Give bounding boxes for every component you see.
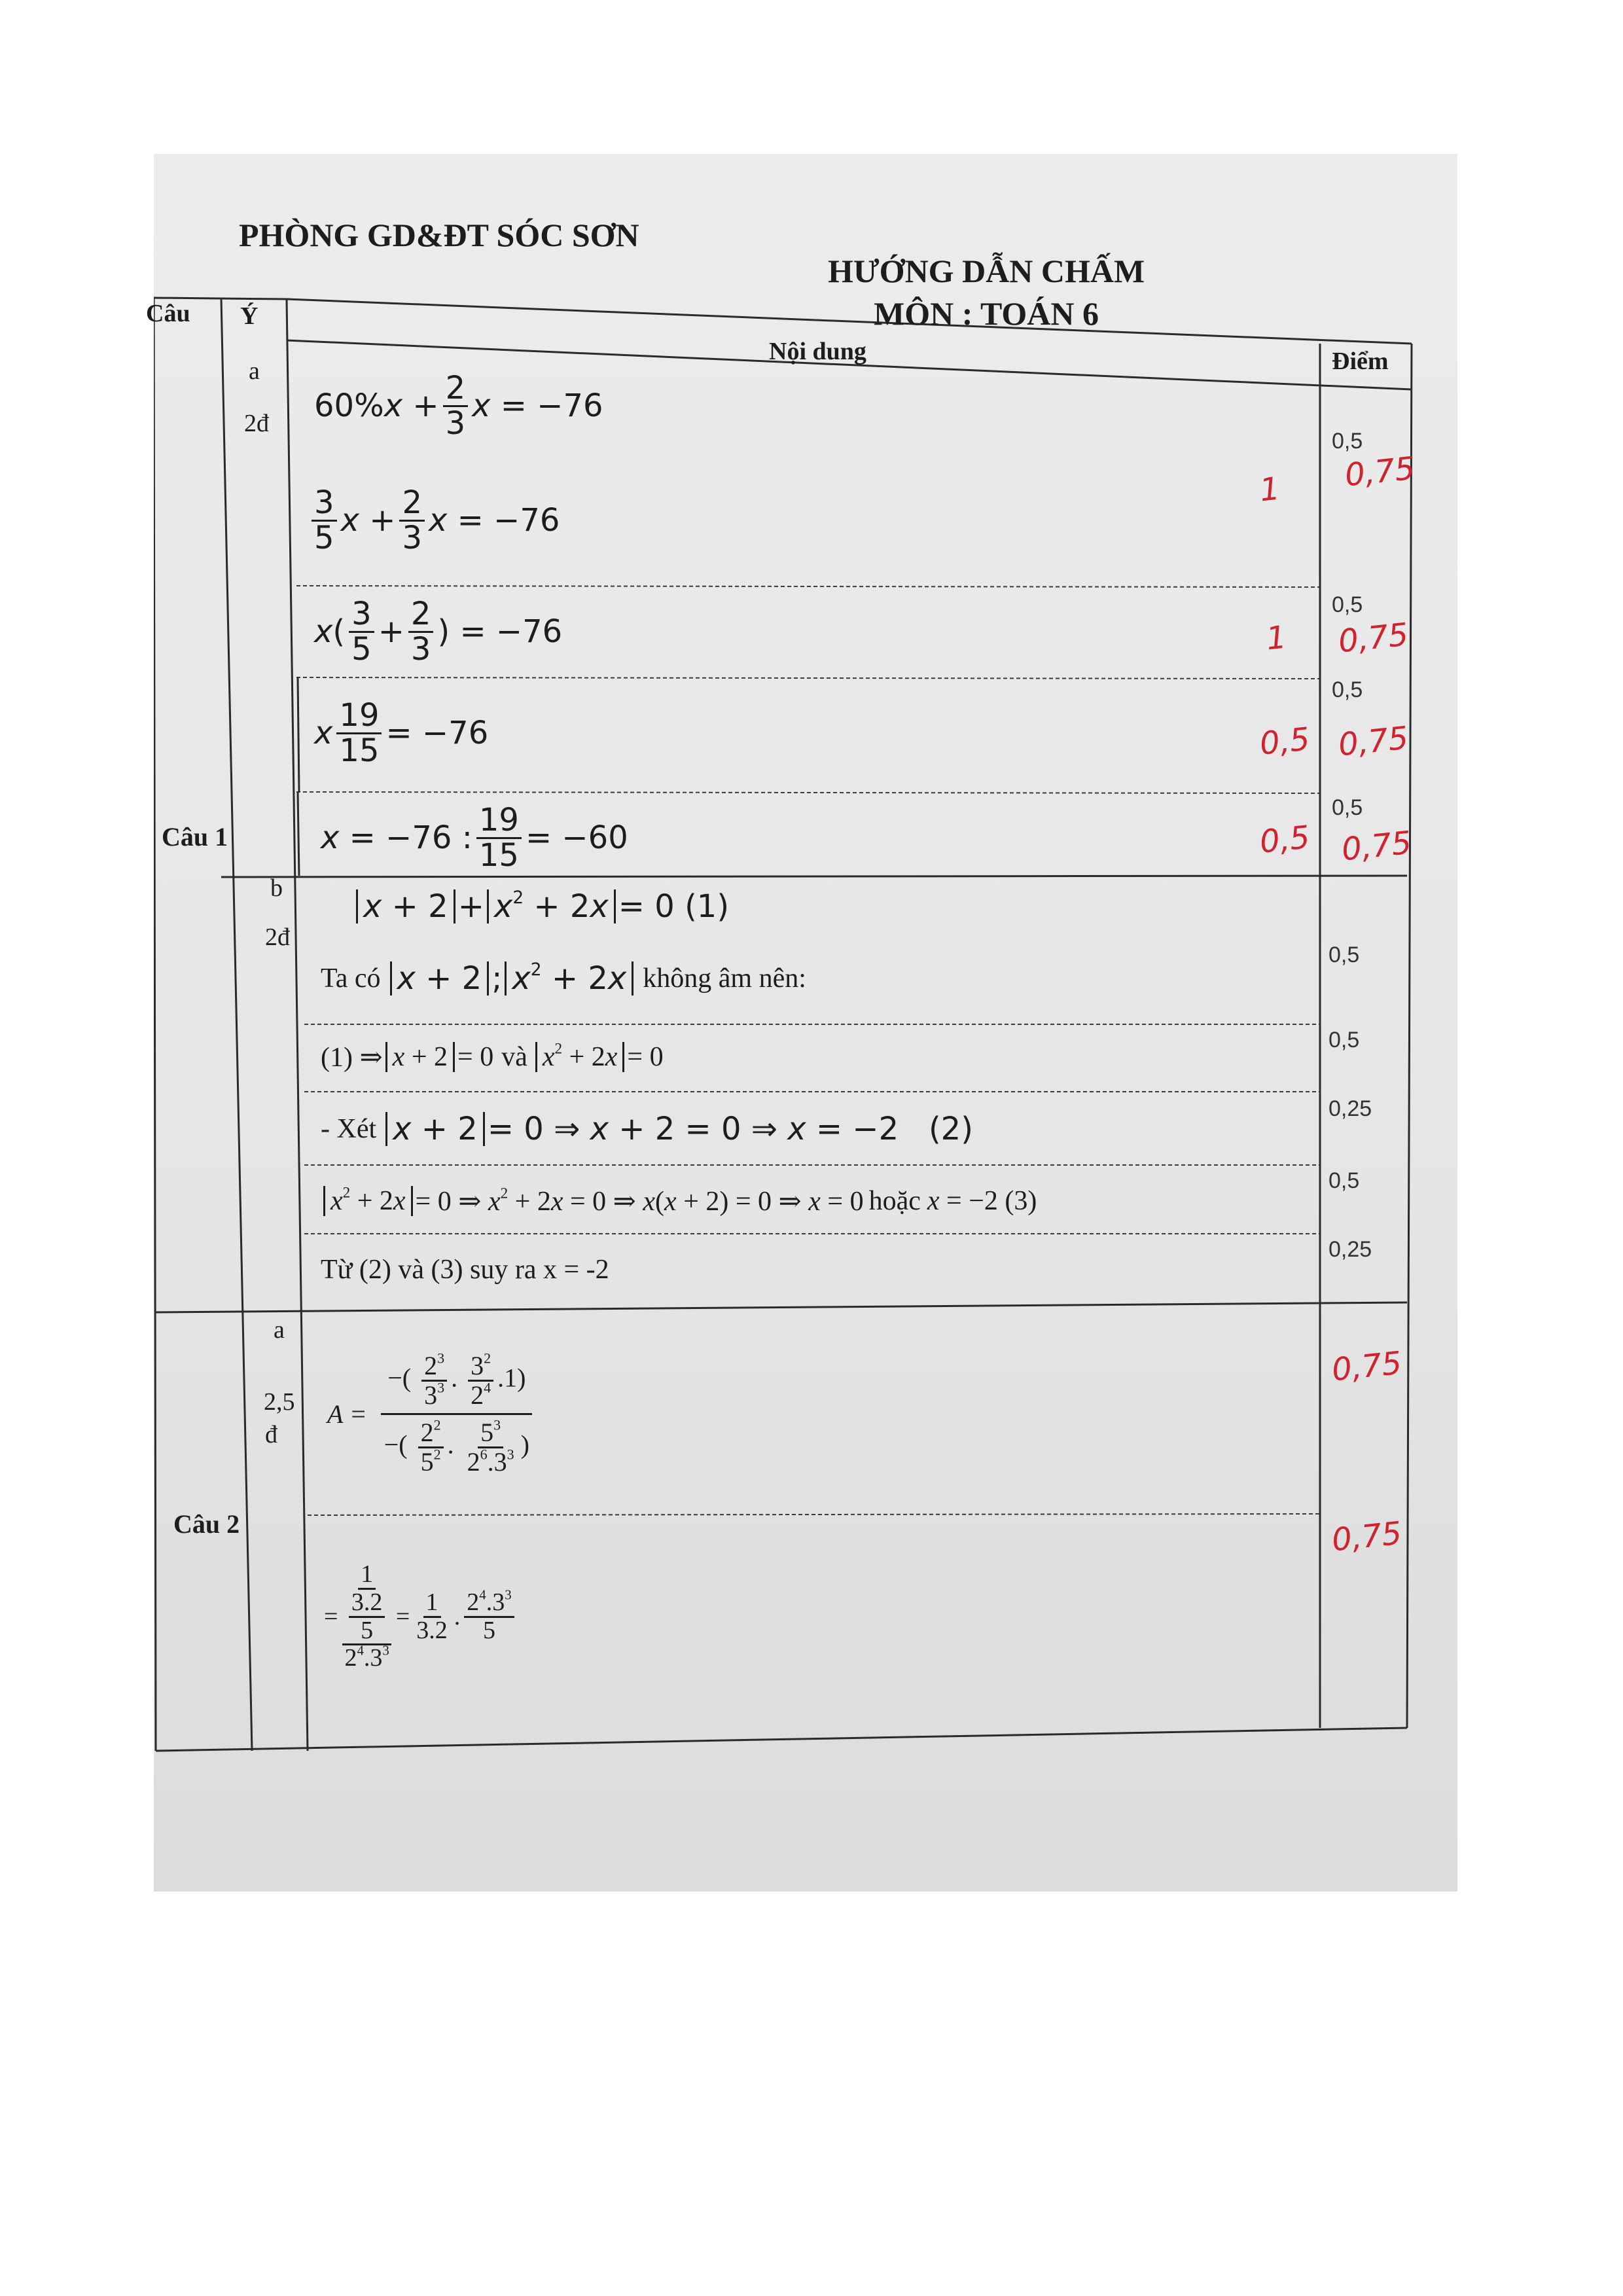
eq-1a-row2: $\frac{3}{5}$ x + $\frac{2}{3}$ x = −76 [308,475,560,566]
score-1b-r4: 0,5 [1329,1168,1360,1193]
eq-1b-row3: (1) ⇒ x + 2 = 0 và $x^2 + 2x$ = 0 [321,1039,664,1073]
eq-1b-row1: x + 2 + $x^2 + 2x$ = 0 (1) [353,877,729,936]
red-score-1a-r3: 0,75 [1336,616,1410,660]
red-side-1a-r3: 1 [1264,619,1289,658]
eq-1b-row2: Ta có x + 2 ; $x^2 + 2x$ không âm nên: [321,959,806,997]
eq-1b-row6: Từ (2) và (3) suy ra x = -2 [321,1255,609,1285]
text-xet: - Xét [321,1114,377,1144]
red-side-1a-r4: 0,5 [1258,721,1312,762]
cau2-a-letter: a [274,1316,285,1344]
score-1a-r4: 0,5 [1332,677,1363,702]
cau1-b-letter: b [270,874,283,902]
cau1-b-points: 2đ [265,924,290,951]
score-1a-r1: 0,5 [1332,429,1363,454]
page-title: HƯỚNG DẪN CHẤM [828,253,1145,289]
red-score-1a-r5: 0,75 [1340,824,1414,869]
col-header-y: Ý [240,302,259,330]
text-khong-am-nen: không âm nên: [643,963,806,994]
cau1-a-letter: a [249,357,260,385]
col-header-content: Nội dung [769,338,866,365]
red-side-1a-r1: 1 [1258,470,1282,509]
subject-title: MÔN : TOÁN 6 [874,295,1099,332]
red-side-1a-r5: 0,5 [1258,819,1312,861]
score-1a-r3: 0,5 [1332,592,1363,617]
eq-1b-row4: - Xét x + 2 = 0 ⇒ x + 2 = 0 ⇒ x = −2 (2) [321,1110,973,1147]
eq-2a-row1: A = −( $\frac{2^3}{3^3}$ . $\frac{3^2}{2^4}$ .1) −( $\frac{2^2}{5^2}$ . $\frac{5^3}{2^6.3^3}$ ) [327,1316,540,1512]
red-score-2a-r2: 0,75 [1330,1515,1404,1559]
cau1-a-points: 2đ [244,410,269,437]
score-1b-r5: 0,25 [1329,1237,1372,1262]
eq-1a-row4: x $\frac{19}{15}$ = −76 [314,697,489,769]
eq-1b-row5: $x^2 + 2x$ = 0 ⇒ $x^2 + 2x = 0$ ⇒ x(x + 2) = 0 ⇒ x = 0 hoặc x = −2 (3) [321,1172,1037,1230]
eq-1a-row1: 60%x + $\frac{2}{3}$ x = −76 [314,370,603,442]
cau1-label: Câu 1 [162,822,228,852]
eq-1a-row3: x( $\frac{3}{5}$ + $\frac{2}{3}$ ) = −76 [314,596,563,668]
red-score-2a-r1: 0,75 [1330,1344,1404,1389]
score-1b-r1: 0,5 [1329,942,1360,967]
red-score-1a-r1: 0,75 [1343,450,1417,494]
cau2-a-points: 2,5 [264,1388,295,1416]
cau2-a-unit: đ [265,1421,277,1448]
score-1b-r3: 0,25 [1329,1096,1372,1121]
score-1b-r2: 0,5 [1329,1028,1360,1052]
text-ta-co: Ta có [321,963,381,994]
eq-2a-row2: = 1 3.2 5 $2^4.3^3$ = $\frac{1}{3.2}$ . $\frac{2^4.3^3}{5}$ [324,1522,518,1712]
department-title: PHÒNG GD&ĐT SÓC SƠN [239,217,639,253]
text-va: và [501,1042,527,1072]
red-score-1a-r4: 0,75 [1336,719,1410,764]
cau2-label: Câu 2 [173,1509,240,1539]
col-header-score: Điểm [1332,348,1389,375]
col-header-cau: Câu [146,300,190,327]
score-1a-r5: 0,5 [1332,795,1363,820]
exam-sheet [146,154,1457,1892]
text-hoac: hoặc [868,1186,921,1216]
eq-1a-row5: x = −76 : $\frac{19}{15}$ = −60 [321,802,628,874]
